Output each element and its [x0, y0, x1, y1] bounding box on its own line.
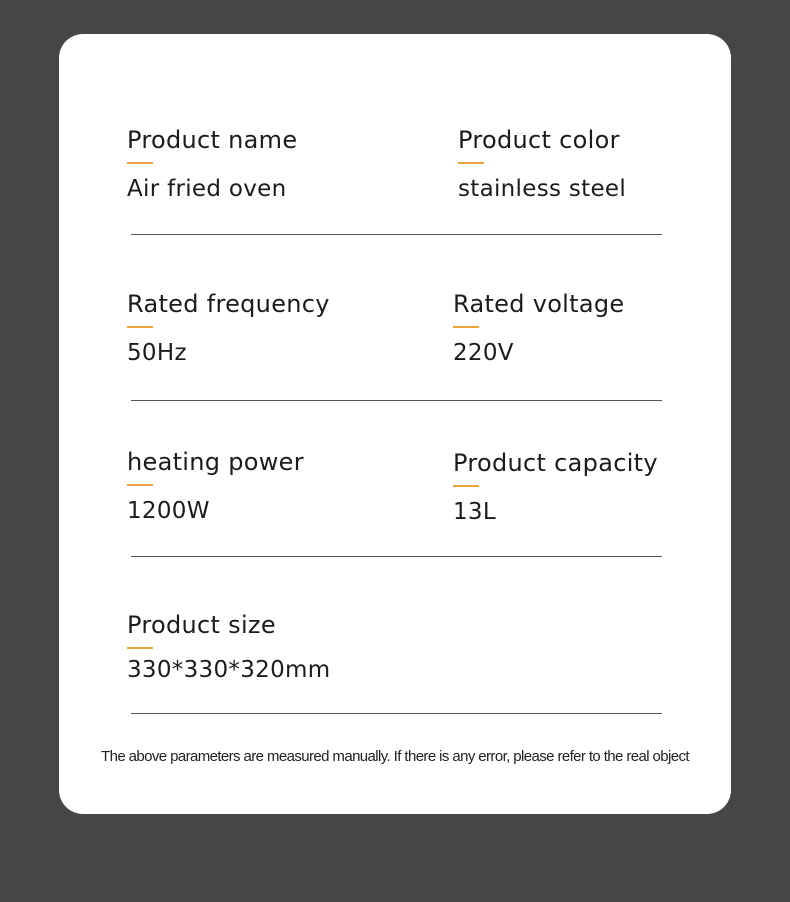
row-divider	[131, 234, 662, 235]
row-divider	[131, 556, 662, 557]
spec-label: Product name	[127, 126, 298, 154]
spec-card	[59, 34, 731, 814]
spec-label: Rated voltage	[453, 290, 625, 318]
spec-label: heating power	[127, 448, 304, 476]
accent-underline	[453, 326, 479, 328]
spec-value: 220V	[453, 340, 514, 366]
spec-value: stainless steel	[458, 176, 627, 202]
accent-underline	[453, 485, 479, 487]
spec-label: Rated frequency	[127, 290, 330, 318]
row-divider	[131, 713, 662, 714]
accent-underline	[127, 647, 153, 649]
accent-underline	[127, 326, 153, 328]
accent-underline	[458, 162, 484, 164]
disclaimer-footnote: The above parameters are measured manually. If there is any error, please refer to the real object	[101, 748, 689, 765]
spec-label: Product capacity	[453, 449, 658, 477]
spec-value: 50Hz	[127, 340, 187, 366]
spec-label: Product size	[127, 611, 276, 639]
spec-value: Air fried oven	[127, 176, 287, 202]
accent-underline	[127, 484, 153, 486]
spec-label: Product color	[458, 126, 620, 154]
spec-value: 13L	[453, 499, 496, 525]
row-divider	[131, 400, 662, 401]
spec-value: 1200W	[127, 498, 210, 524]
accent-underline	[127, 162, 153, 164]
spec-value: 330*330*320mm	[127, 657, 331, 683]
